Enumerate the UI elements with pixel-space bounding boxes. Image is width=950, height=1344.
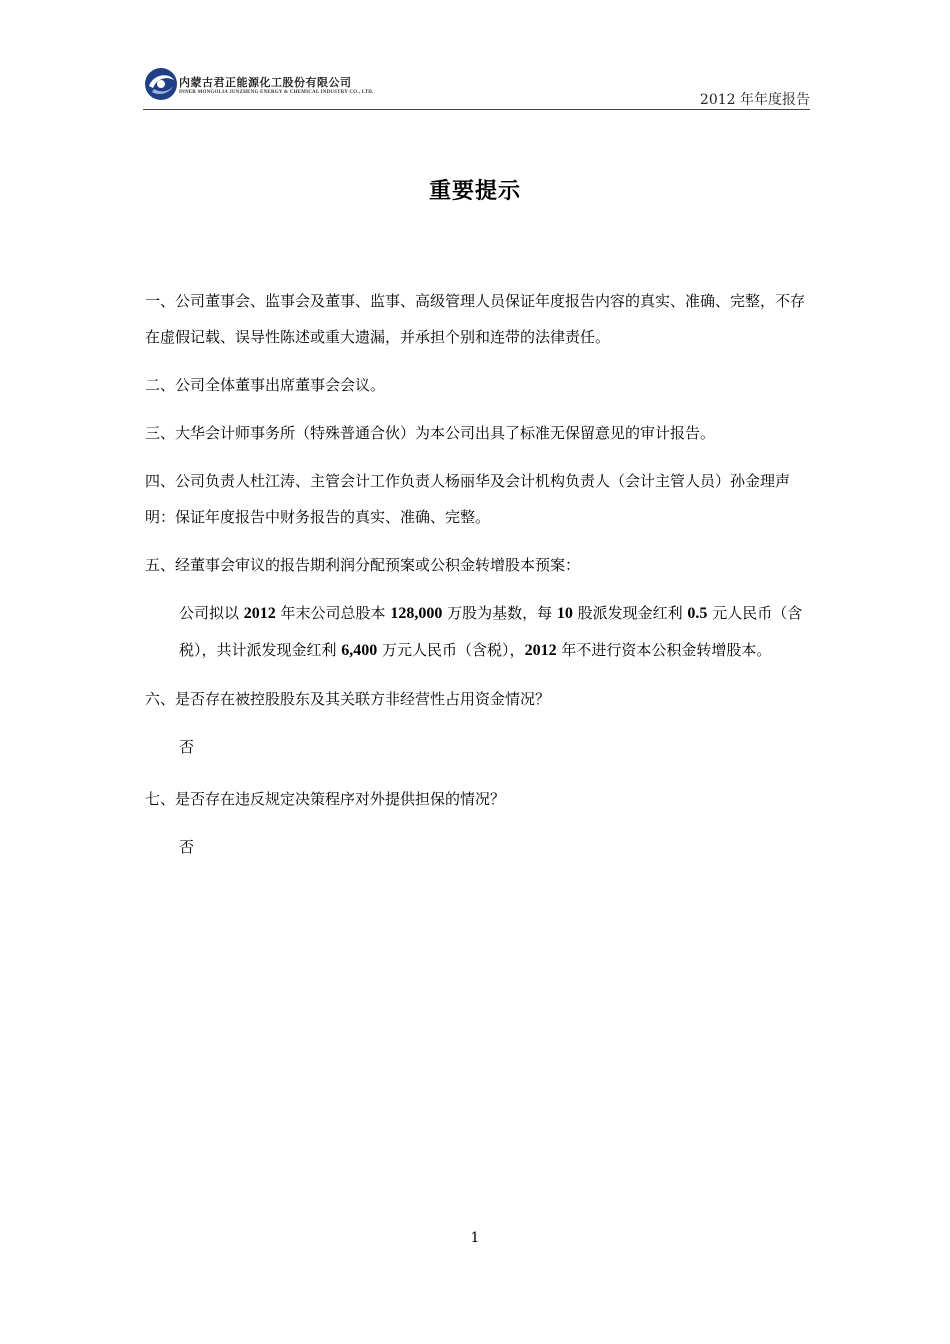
- dividend-text: 股派发现金红利: [572, 604, 688, 622]
- dividend-text: 万元人民币（含税），: [377, 641, 525, 659]
- notice-item-7: 七、是否存在违反规定决策程序对外提供担保的情况？: [145, 790, 506, 808]
- notice-body: [145, 283, 812, 881]
- per-shares: 10: [556, 605, 573, 622]
- company-swirl-logo-icon: [143, 66, 179, 102]
- report-title: 2012 年年度报告: [699, 92, 810, 108]
- company-name-cn: 内蒙古君正能源化工股份有限公司: [179, 76, 352, 89]
- notice-item-6-answer: 否: [179, 738, 195, 756]
- notice-item-6: 六、是否存在被控股股东及其关联方非经营性占用资金情况？: [145, 690, 551, 708]
- notice-item-5: 五、经董事会审议的报告期利润分配预案或公积金转增股本预案：: [145, 556, 581, 574]
- notice-item-7-answer: 否: [179, 838, 195, 856]
- header-divider: [143, 109, 810, 110]
- dividend-amount: 0.5: [687, 605, 708, 622]
- total-shares: 128,000: [390, 605, 443, 622]
- dividend-text: 元人民币（含税），共计派发现金红利: [179, 604, 803, 659]
- notice-item-4: 四、公司负责人杜江涛、主管会计工作负责人杨丽华及会计机构负责人（会计主管人员）孙金理声明：保证年度报告中财务报告的真实、准确、完整。: [145, 472, 791, 526]
- notice-item-3: 三、大华会计师事务所（特殊普通合伙）为本公司出具了标准无保留意见的审计报告。: [145, 424, 716, 442]
- dividend-text: 公司拟以: [179, 604, 244, 622]
- company-name-en: INNER MONGOLIA JUNZHENG ENERGY & CHEMICAL INDUSTRY CO., LTD.: [179, 90, 374, 95]
- dividend-total: 6,400: [341, 642, 378, 659]
- notice-item-2: 二、公司全体董事出席董事会会议。: [145, 376, 386, 394]
- dividend-year: 2012: [243, 605, 276, 622]
- dividend-year-2: 2012: [524, 642, 557, 659]
- dividend-plan: [145, 595, 812, 669]
- dividend-text: 年不进行资本公积金转增股本。: [556, 641, 772, 659]
- dividend-text: 万股为基数，每: [442, 604, 557, 622]
- dividend-text: 年末公司总股本: [275, 604, 391, 622]
- page-number: 1: [470, 1230, 480, 1246]
- notice-item-1: 一、公司董事会、监事会及董事、监事、高级管理人员保证年度报告内容的真实、准确、完整，不存在虚假记载、误导性陈述或重大遗漏，并承担个别和连带的法律责任。: [145, 292, 806, 346]
- page-title: 重要提示: [428, 179, 521, 204]
- page-header: [143, 66, 810, 110]
